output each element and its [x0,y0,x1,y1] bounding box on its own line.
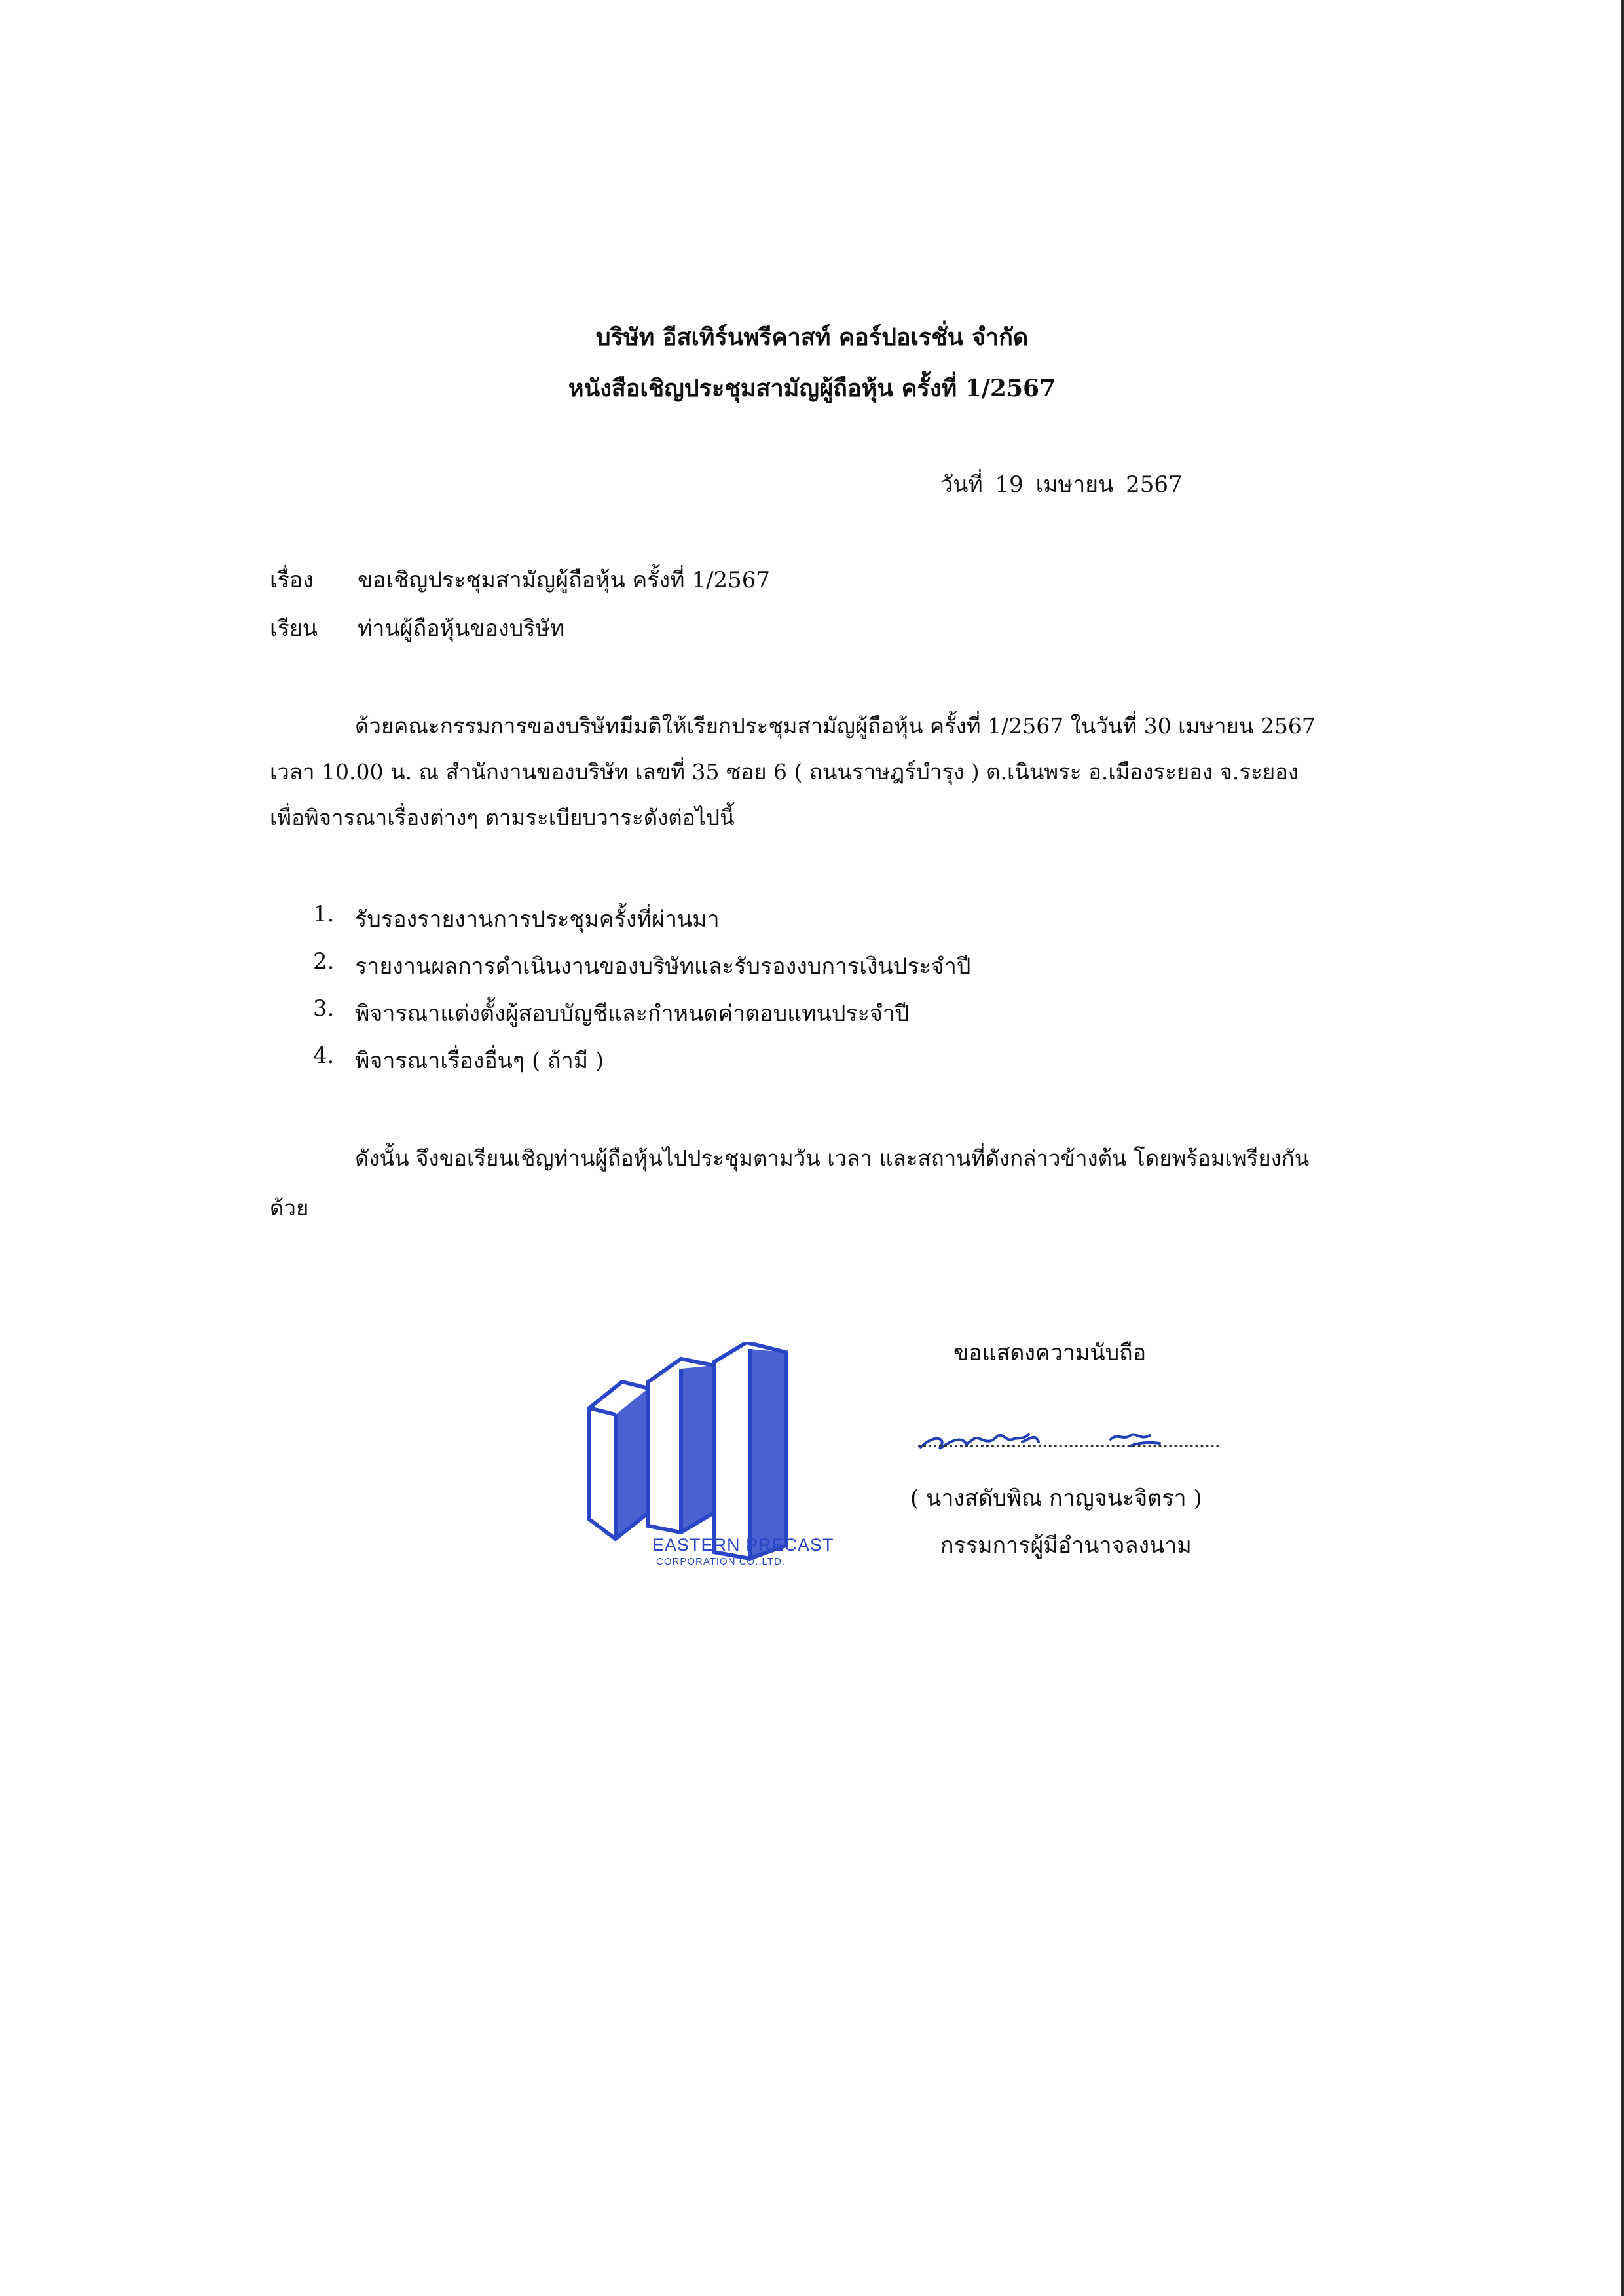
signature-line [918,1445,1219,1447]
agenda-item: พิจารณาเรื่องอื่นๆ ( ถ้ามี ) [355,1048,604,1074]
subject-value: ขอเชิญประชุมสามัญผู้ถือหุ้น ครั้งที่ 1/2567 [358,567,770,593]
signer-position: กรรมการผู้มีอำนาจลงนาม [940,1532,1192,1559]
recipient-value: ท่านผู้ถือหุ้นของบริษัท [358,616,565,642]
company-name: บริษัท อีสเทิร์นพรีคาสท์ คอร์ปอเรชั่น จำกัด [595,324,1029,351]
handwritten-signature [914,1401,1222,1467]
notice-title: หนังสือเชิญประชุมสามัญผู้ถือหุ้น ครั้งที่ 1/2567 [568,375,1056,402]
body-line: เพื่อพิจารณาเรื่องต่างๆ ตามระเบียบวาระดังต่อไปนี้ [270,805,735,830]
agenda-number: 1. [313,901,335,927]
recipient-label: เรียน [270,616,318,642]
seal-company-suffix: CORPORATION CO.,LTD. [656,1556,785,1567]
closing-regards: ขอแสดงความนับถือ [953,1340,1147,1366]
agenda-number: 3. [313,995,335,1022]
agenda-item: รายงานผลการดำเนินงานของบริษัทและรับรองงบการเงินประจำปี [355,954,971,980]
closing-line: ด้วย [270,1195,309,1221]
agenda-item: รับรองรายงานการประชุมครั้งที่ผ่านมา [355,906,720,933]
body-line: ด้วยคณะกรรมการของบริษัทมีมติให้เรียกประชุมสามัญผู้ถือหุ้น ครั้งที่ 1/2567 ในวันที่ 30 เมษายน 2567 [355,713,1316,739]
agenda-item: พิจารณาแต่งตั้งผู้สอบบัญชีและกำหนดค่าตอบแทนประจำปี [355,1001,910,1027]
closing-line: ดังนั้น จึงขอเรียนเชิญท่านผู้ถือหุ้นไปประชุมตามวัน เวลา และสถานที่ดังกล่าวข้างต้น โดยพร้อมเพรียงกัน [355,1145,1310,1171]
signer-name: ( นางสดับพิณ กาญจนะจิตรา ) [910,1485,1202,1511]
body-line: เวลา 10.00 น. ณ สำนักงานของบริษัท เลขที่ 35 ซอย 6 ( ถนนราษฎร์บำรุง ) ต.เนินพระ อ.เมืองระยอง จ.ระยอง [270,759,1299,785]
subject-label: เรื่อง [270,567,314,593]
agenda-number: 4. [313,1043,335,1069]
seal-company-name: EASTERN PRECAST [652,1535,834,1555]
letter-date: วันที่ 19 เมษายน 2567 [940,472,1183,498]
agenda-number: 2. [313,948,335,974]
